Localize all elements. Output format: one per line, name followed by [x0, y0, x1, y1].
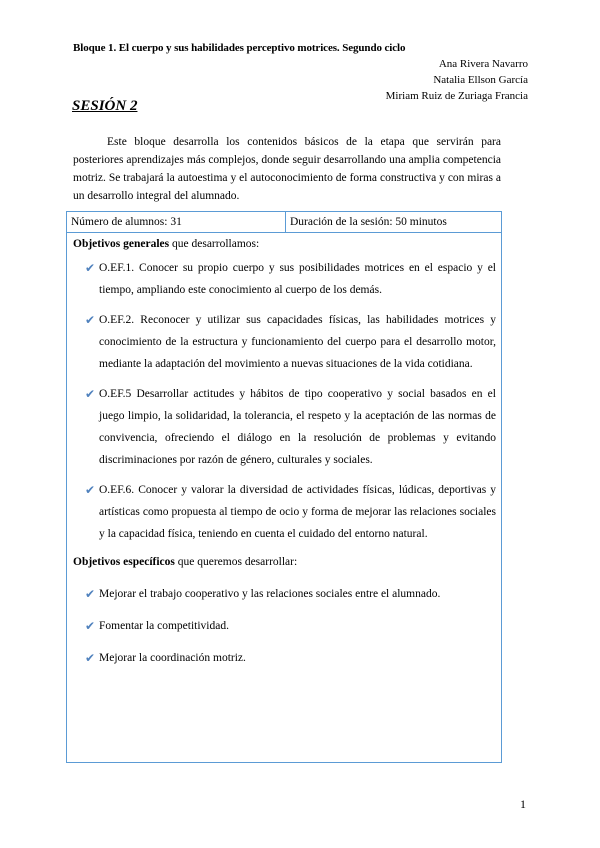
list-item — [73, 647, 496, 669]
specific-objectives-list — [73, 583, 496, 669]
objective-text: O.EF.5 Desarrollar actitudes y hábitos de tipo cooperativo y social basados en el juego limpio, la solidaridad, la tolerancia, el respeto y la aceptación de las normas de convivencia, ofreciendo el diálogo en la resolución de problemas y evitando discriminaciones por razón de género, culturales y sociales. — [99, 388, 496, 466]
general-objectives-label: Objetivos generales — [73, 238, 170, 250]
list-item — [73, 309, 496, 375]
students-count-cell: Número de alumnos: 31 — [67, 212, 286, 232]
general-objectives-heading — [73, 235, 496, 253]
objective-text: Fomentar la competitividad. — [99, 620, 229, 632]
session-duration-cell: Duración de la sesión: 50 minutos — [290, 216, 447, 228]
objective-text: O.EF.6. Conocer y valorar la diversidad de actividades físicas, lúdicas, deportivas y artísticas como propuesta al tiempo de ocio y forma de mejorar las relaciones sociales y la capacidad física, teniendo en cuenta el cuidado del entorno natural. — [99, 484, 496, 540]
objective-text: O.EF.2. Reconocer y utilizar sus capacidades físicas, las habilidades motrices y conocimiento de la estructura y funcionamiento del cuerpo para el desarrollo motor, mediante la adaptación del movimiento a nuevas situaciones de la vida cotidiana. — [99, 314, 496, 370]
objective-text: O.EF.1. Conocer su propio cuerpo y sus posibilidades motrices en el espacio y el tiempo, ampliando este conocimiento al cuerpo de los demás. — [99, 262, 496, 296]
checkmark-icon: ✔ — [85, 483, 96, 497]
author-name: Natalia Ellson García — [433, 74, 528, 86]
general-objectives-list — [73, 257, 496, 545]
objective-text: Mejorar la coordinación motriz. — [99, 652, 246, 664]
checkmark-icon: ✔ — [85, 619, 96, 633]
checkmark-icon: ✔ — [85, 651, 96, 665]
specific-objectives-label: Objetivos específicos — [73, 556, 175, 568]
author-name: Miriam Ruiz de Zuriaga Francia — [385, 90, 528, 102]
list-item — [73, 383, 496, 471]
author-name: Ana Rivera Navarro — [438, 58, 528, 70]
list-item — [73, 479, 496, 545]
checkmark-icon: ✔ — [85, 313, 96, 327]
page-number: 1 — [520, 797, 526, 811]
session-title: SESIÓN 2 — [72, 98, 138, 114]
intro-paragraph: Este bloque desarrolla los contenidos básicos de la etapa que servirán para posteriores aprendizajes más complejos, donde seguir desarrollando una amplia competencia motriz. Se trabajará la autoestima y el autoconocimiento de forma constructiva y con miras a un desarrollo integral del alumnado. — [73, 136, 501, 202]
list-item — [73, 583, 496, 605]
authors-block — [386, 56, 528, 104]
list-item — [73, 257, 496, 301]
checkmark-icon: ✔ — [85, 387, 96, 401]
checkmark-icon: ✔ — [85, 587, 96, 601]
list-item — [73, 615, 496, 637]
checkmark-icon: ✔ — [85, 261, 96, 275]
specific-objectives-suffix: que queremos desarrollar: — [174, 556, 298, 568]
objectives-cell — [67, 233, 501, 669]
general-objectives-suffix: que desarrollamos: — [169, 238, 260, 250]
session-table — [66, 211, 502, 763]
specific-objectives-heading — [73, 553, 496, 571]
document-header-title: Bloque 1. El cuerpo y sus habilidades perceptivo motrices. Segundo ciclo — [73, 42, 406, 54]
table-header-row — [67, 212, 501, 233]
objective-text: Mejorar el trabajo cooperativo y las relaciones sociales entre el alumnado. — [99, 588, 441, 600]
